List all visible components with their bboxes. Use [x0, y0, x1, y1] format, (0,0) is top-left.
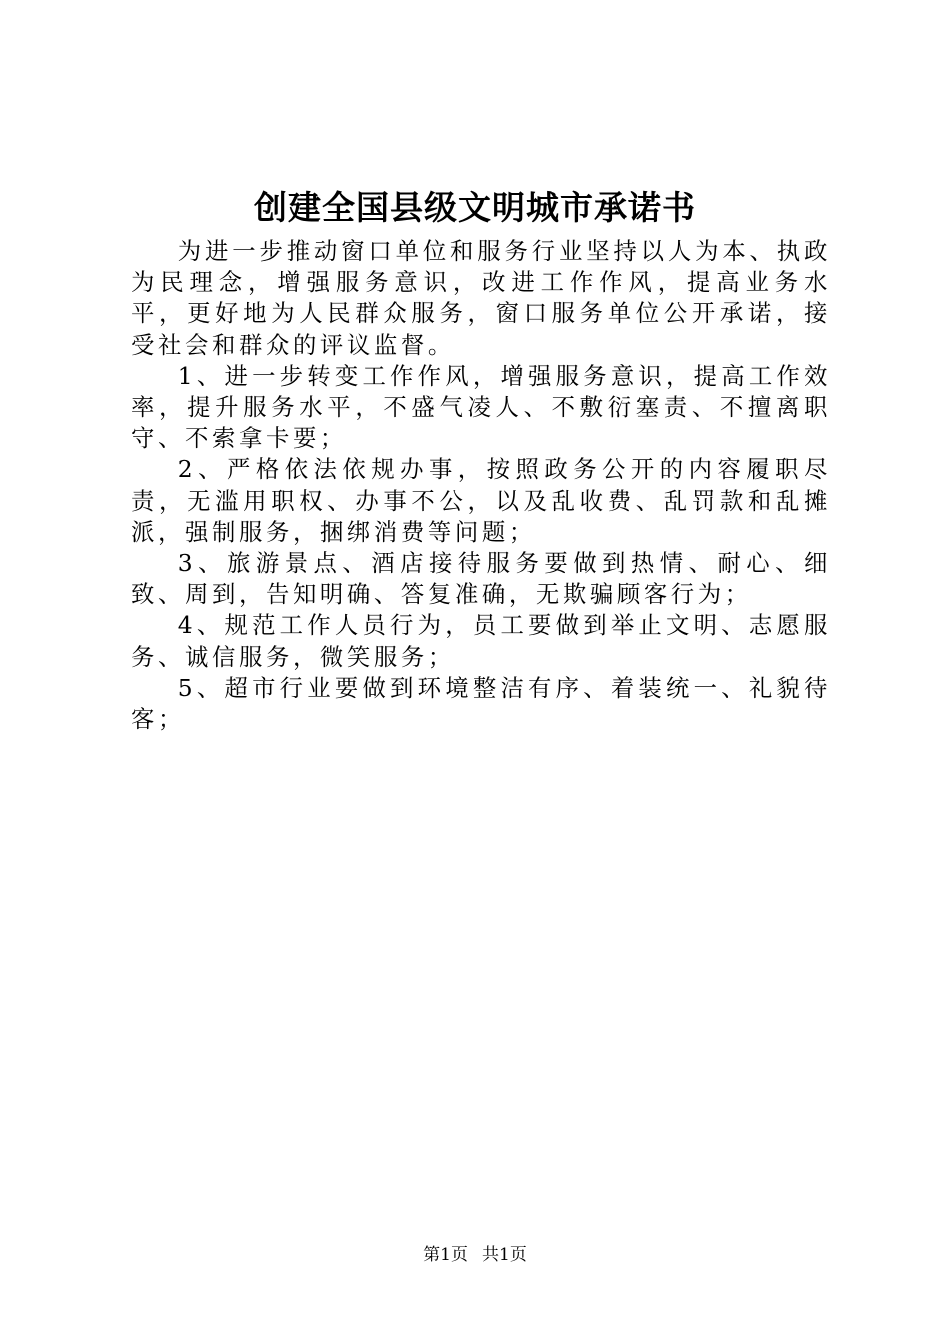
commitment-item-4: 4、规范工作人员行为，员工要做到举止文明、志愿服务、诚信服务，微笑服务； [131, 611, 831, 671]
intro-paragraph: 为进一步推动窗口单位和服务行业坚持以人为本、执政为民理念，增强服务意识，改进工作作风，提高业务水平，更好地为人民群众服务，窗口服务单位公开承诺，接受社会和群众的评议监督。 [131, 237, 831, 359]
commitment-item-1: 1、进一步转变工作作风，增强服务意识，提高工作效率，提升服务水平，不盛气凌人、不敷衍塞责、不擅离职守、不索拿卡要； [131, 361, 831, 453]
commitment-item-3: 3、旅游景点、酒店接待服务要做到热情、耐心、细致、周到，告知明确、答复准确，无欺骗顾客行为； [131, 549, 831, 609]
commitment-item-2: 2、严格依法依规办事，按照政务公开的内容履职尽责，无滥用职权、办事不公，以及乱收费、乱罚款和乱摊派，强制服务，捆绑消费等问题； [131, 455, 831, 546]
document-body [131, 236, 831, 735]
commitment-item-5: 5、超市行业要做到环境整洁有序、着装统一、礼貌待客； [131, 673, 831, 734]
page-footer [0, 1243, 950, 1267]
document-title: 创建全国县级文明城市承诺书 [254, 188, 696, 227]
page-number-total: 共1页 [482, 1245, 527, 1265]
page-number-current: 第1页 [423, 1245, 468, 1265]
